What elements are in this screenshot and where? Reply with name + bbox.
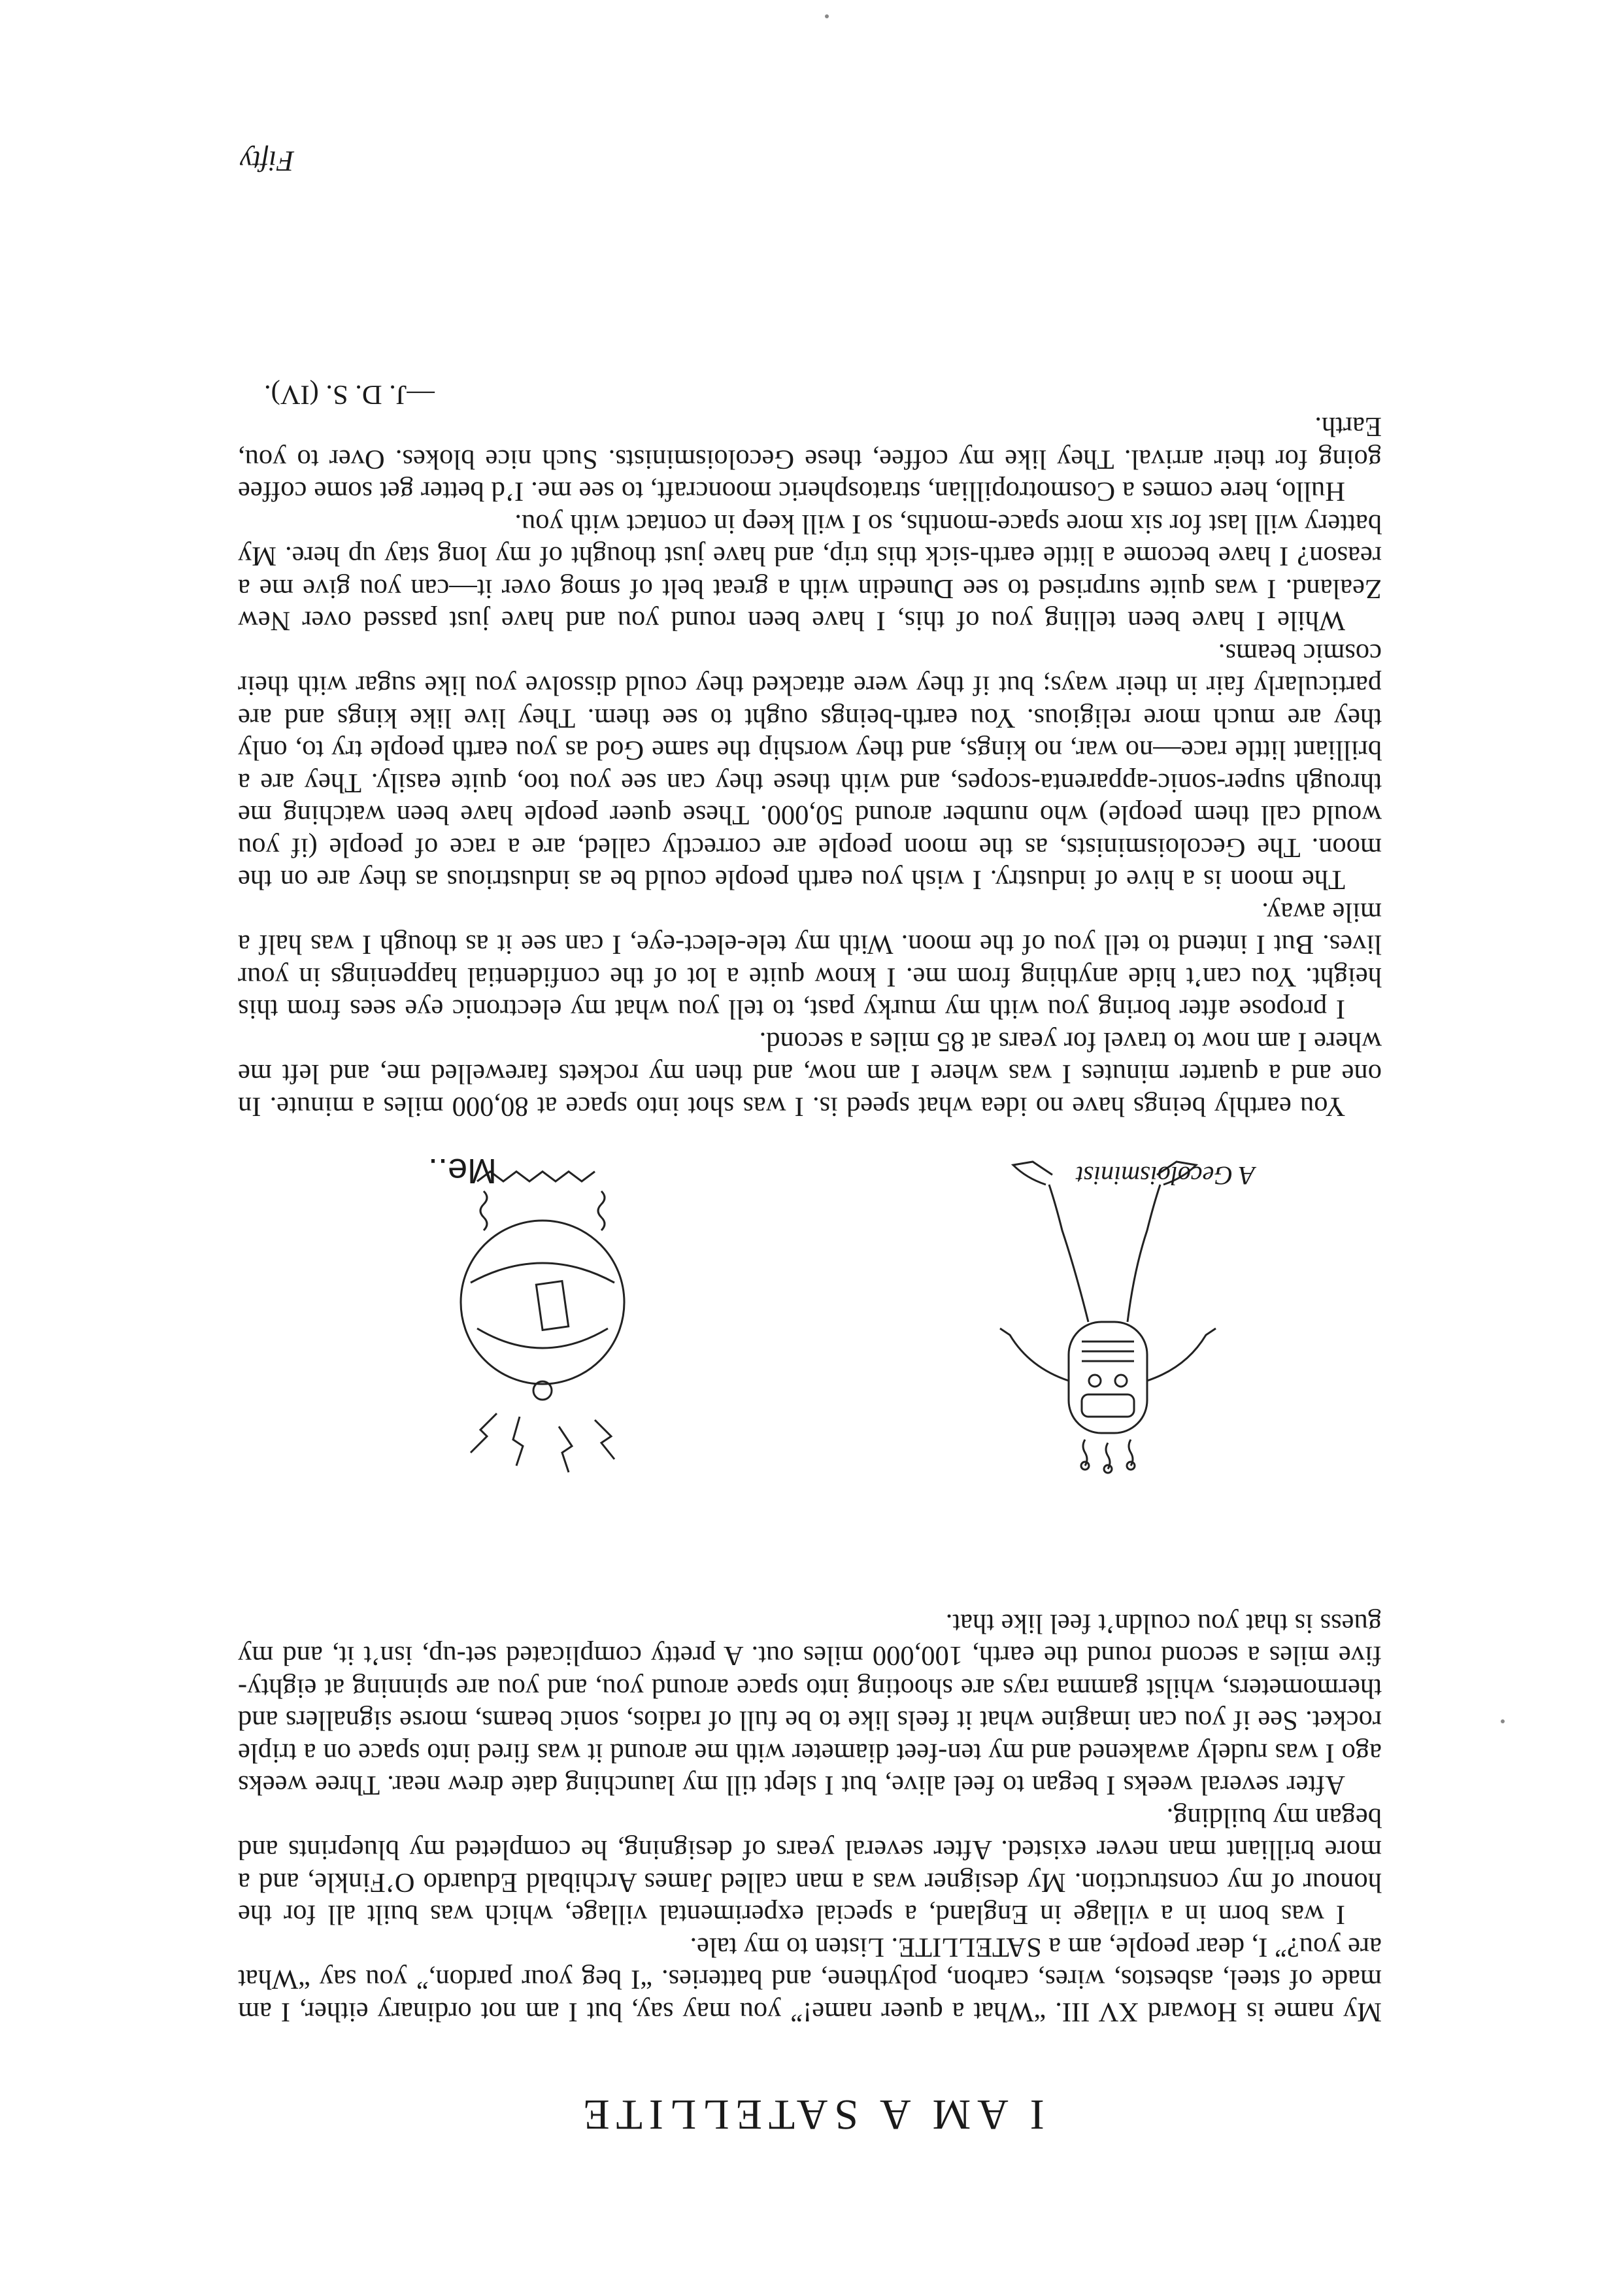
satellite-drawing [314, 1139, 732, 1479]
author-signature: —J. D. S. (IV). [264, 379, 435, 410]
paragraph: My name is Howard XV III. “What a queer name!” you may say, but I am not ordinary either, I am made of steel, asbestos, wires, carbon, polythene, and batteries. “I beg your pardon,” you say “What are you?” I, dear people, am a SATELLITE. Listen to my tale. [238, 1932, 1382, 2027]
scan-speck [825, 14, 829, 18]
paragraph: I propose after boring you with my murky past, to tell you what my electronic eye sees from this height. You can’t hide anything from me. I know quite a lot of the confidential happenings in your lives. But I intend to tell you of the moon. With my tele-elect-eye, I can see it as though I was half a mile away. [238, 897, 1382, 1025]
paragraph: While I have been telling you of this, I have been round you and have just passed over New Zealand. I was quite surprised to see Dunedin with a great belt of smog over it—can you give me a reason? I have become a little earth-sick this trip, and have just thought of my long stay up here. My battery will last for six more space-months, so I will keep in contact with you. [238, 509, 1382, 637]
article-body-bottom [238, 379, 1382, 1123]
paragraph: Hullo, here comes a Cosmotropillian, stratospheric mooncraft, to see me. I’d better get some coffee going for their arrival. They like my coffee, these Gecoloisminists. Such nice blokes. Over to you, Earth. [238, 411, 1382, 507]
paragraph: After several weeks I began to feel alive, but I slept till my launching date drew near. Three weeks ago I was rudely awakened and my ten-feet diameter with me around it was fired into space on a triple rocket. See if you can imagine what it feels like to be full of radios, sonic beams, morse signallers and thermometers, whilst gamma rays are shooting into space around you, and you are spinning at eighty-five miles a second round the earth, 100,000 miles out. A pretty complicated set-up, isn’t it, and my guess is that you couldn’t feel like that. [238, 1608, 1382, 1801]
satellite-caption: Me.. [427, 1151, 497, 1190]
paragraph: You earthly beings have no idea what speed is. I was shot into space at 80,000 miles a minute. In one and a quarter minutes I was where I am now, and then my rockets farewelled me, and left me where I am now to travel for years at 85 miles a second. [238, 1026, 1382, 1122]
page-number: Fifty [239, 145, 294, 177]
scan-speck [1501, 1719, 1505, 1723]
paragraph: I was born in a village in England, a special experimental village, which was built all for the honour of my construction. My designer was a man called James Archibald Eduardo O’Finkle, and a more brilliant man never existed. After several years of designing, he completed my blueprints and began my building. [238, 1802, 1382, 1931]
paragraph: The moon is a hive of industry. I wish you earth people could be as industrious as they are on the moon. The Gecoloisminists, as the moon people are correctly called, are a race of people (if you would call them people) who number around 50,000. These queer people have been watching me through super-sonic-apparenta-scopes, and with these they can see you too, quite easily. They are a brilliant little race—no war, no kings, and they worship the same God as you earth people try to, only they are much more religious. You earth-beings ought to see them. They live like kings and are particularly fair in their ways; but if they were attacked they could dissolve you like sugar with their cosmic beams. [238, 638, 1382, 896]
article-title: I AM A SATELLITE [577, 2091, 1044, 2138]
gecoloisminist-caption: A Gecoloisminist [1076, 1161, 1255, 1190]
article-body-top [238, 1608, 1382, 2029]
satellite-illustration [314, 1139, 732, 1479]
